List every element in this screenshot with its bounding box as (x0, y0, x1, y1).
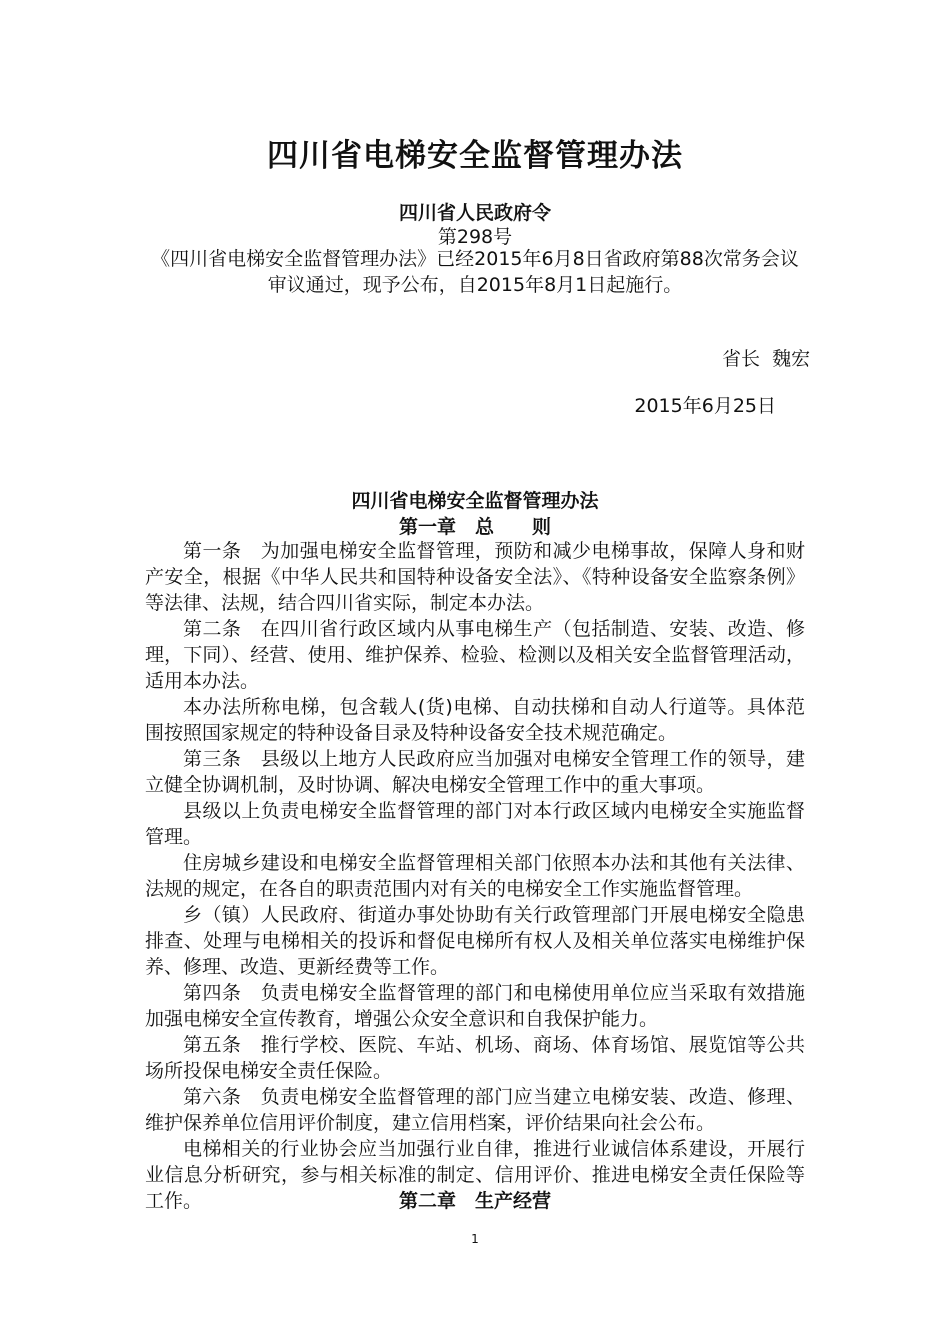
article-2-paragraph-2: 本办法所称电梯，包含载人(货)电梯、自动扶梯和自动人行道等。具体范围按照国家规定的特种设备目录及特种设备安全技术规范确定。 (145, 696, 805, 744)
regulation-sub-title: 四川省电梯安全监督管理办法 (351, 490, 599, 512)
document-title: 四川省电梯安全监督管理办法 (267, 138, 683, 174)
article-2: 第二条 在四川省行政区域内从事电梯生产（包括制造、安装、改造、修理，下同）、经营、使用、维护保养、检验、检测以及相关安全监督管理活动，适用本办法。 (145, 618, 805, 692)
chapter-1-body (145, 538, 805, 1214)
sign-date: 2015年6月25日 (634, 395, 776, 417)
article-6-paragraph-2: 电梯相关的行业协会应当加强行业自律，推进行业诚信体系建设，开展行业信息分析研究，参与相关标准的制定、信用评价、推进电梯安全责任保险等工作。 (145, 1138, 805, 1212)
order-number: 第298号 (437, 226, 513, 248)
article-3-paragraph-4: 乡（镇）人民政府、街道办事处协助有关行政管理部门开展电梯安全隐患排查、处理与电梯相关的投诉和督促电梯所有权人及相关单位落实电梯维护保养、修理、改造、更新经费等工作。 (145, 904, 805, 978)
signer: 省长 魏宏 (722, 348, 811, 370)
page-number: 1 (471, 1232, 479, 1246)
article-3: 第三条 县级以上地方人民政府应当加强对电梯安全管理工作的领导，建立健全协调机制，及时协调、解决电梯安全管理工作中的重大事项。 (145, 748, 805, 796)
article-4: 第四条 负责电梯安全监督管理的部门和电梯使用单位应当采取有效措施加强电梯安全宣传教育，增强公众安全意识和自我保护能力。 (145, 982, 805, 1030)
article-5: 第五条 推行学校、医院、车站、机场、商场、体育场馆、展览馆等公共场所投保电梯安全责任保险。 (145, 1034, 805, 1082)
chapter-2-title: 第二章 生产经营 (398, 1190, 551, 1212)
article-6: 第六条 负责电梯安全监督管理的部门应当建立电梯安装、改造、修理、维护保养单位信用评价制度，建立信用档案，评价结果向社会公布。 (145, 1086, 805, 1134)
article-3-paragraph-3: 住房城乡建设和电梯安全监督管理相关部门依照本办法和其他有关法律、法规的规定，在各自的职责范围内对有关的电梯安全工作实施监督管理。 (145, 852, 805, 900)
article-1: 第一条 为加强电梯安全监督管理，预防和减少电梯事故，保障人身和财产安全，根据《中华人民共和国特种设备安全法》、《特种设备安全监察条例》等法律、法规，结合四川省实际，制定本办法。 (145, 540, 805, 614)
order-title: 四川省人民政府令 (398, 202, 551, 224)
chapter-1-title: 第一章 总 则 (398, 516, 551, 538)
article-3-paragraph-2: 县级以上负责电梯安全监督管理的部门对本行政区域内电梯安全实施监督管理。 (145, 800, 805, 848)
decree-text: 《四川省电梯安全监督管理办法》已经2015年6月8日省政府第88次常务会议审议通过，现予公布，自2015年8月1日起施行。 (151, 248, 799, 296)
